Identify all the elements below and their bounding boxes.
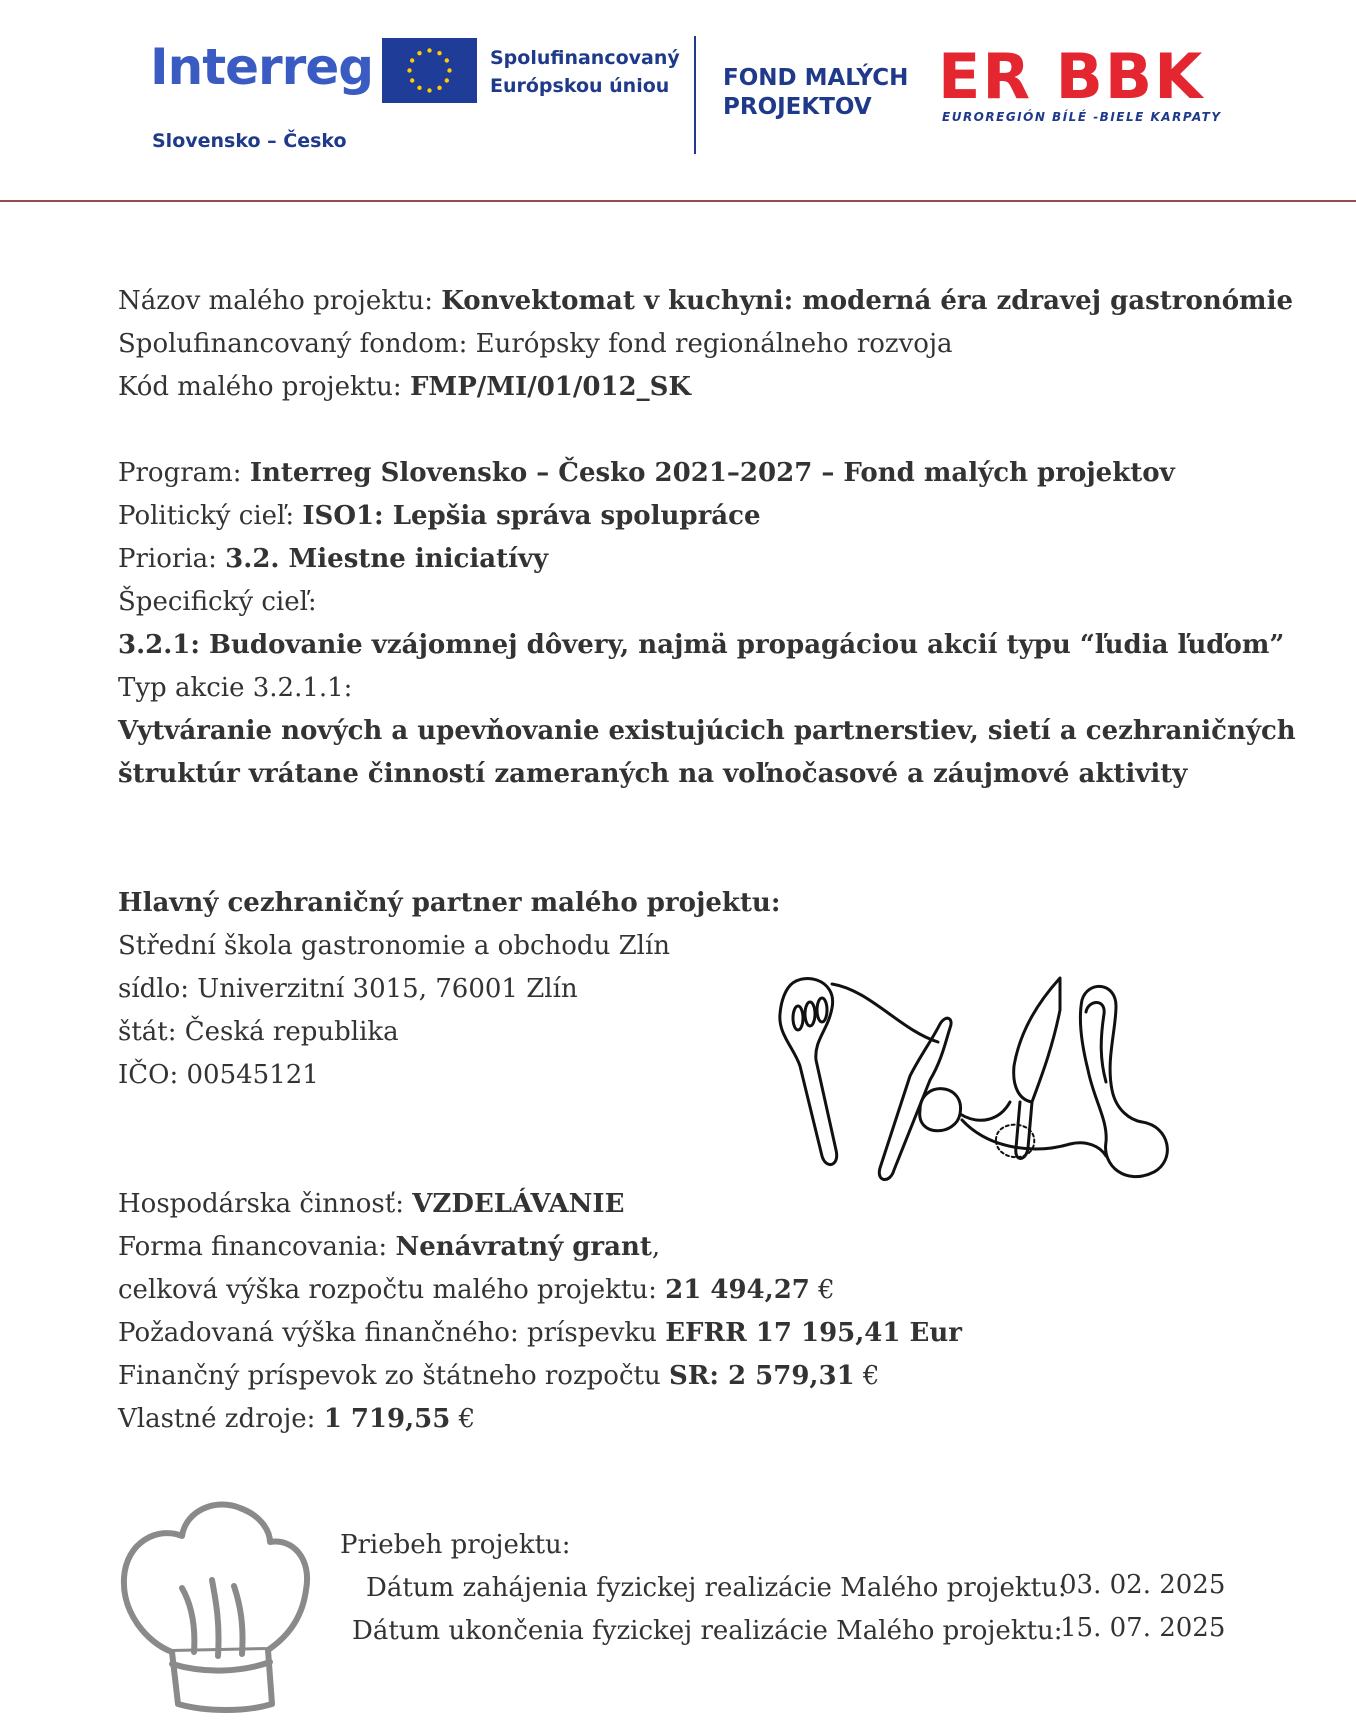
activity-line: Hospodárska činnosť: VZDELÁVANIE bbox=[118, 1189, 625, 1219]
start-date-row bbox=[340, 1567, 1226, 1610]
kitchen-utensils-icon bbox=[770, 970, 1240, 1210]
eu-star-icon bbox=[417, 51, 421, 55]
end-date-label: Dátum ukončenia fyzickej realizácie Malého projektu: bbox=[352, 1616, 1063, 1646]
project-code-line: Kód malého projektu: FMP/MI/01/012_SK bbox=[118, 372, 692, 402]
eu-star-icon bbox=[445, 78, 449, 82]
timeline-title: Priebeh projektu: bbox=[340, 1530, 571, 1560]
requested-line: Požadovaná výška finančného: príspevku EFRR 17 195,41 Eur bbox=[118, 1318, 962, 1348]
eu-star-icon bbox=[437, 86, 441, 90]
specific-goal-value: 3.2.1: Budovanie vzájomnej dôvery, najmä propagáciou akcií typu “ľudia ľuďom” bbox=[118, 630, 1285, 660]
header-rule bbox=[0, 200, 1356, 202]
eu-star-icon bbox=[410, 78, 414, 82]
eu-flag-icon bbox=[382, 38, 477, 103]
fund-line: Spolufinancovaný fondom: Európsky fond regionálneho rozvoja bbox=[118, 329, 953, 359]
start-date-label: Dátum zahájenia fyzickej realizácie Malého projektu: bbox=[366, 1573, 1067, 1603]
partner-seat: sídlo: Univerzitní 3015, 76001 Zlín bbox=[118, 974, 578, 1004]
partner-ico: IČO: 00545121 bbox=[118, 1060, 319, 1090]
partner-state: štát: Česká republika bbox=[118, 1017, 399, 1047]
erbbk-subtitle: EUROREGIÓN BÍLÉ -BIELE KARPATY bbox=[942, 110, 1222, 124]
logo-header bbox=[0, 0, 1356, 202]
specific-goal-label: Špecifický cieľ: bbox=[118, 587, 317, 617]
start-date-value: 03. 02. 2025 bbox=[1060, 1570, 1226, 1600]
project-info bbox=[118, 280, 1318, 1441]
budget-line: celková výška rozpočtu malého projektu: 21 494,27 € bbox=[118, 1275, 835, 1305]
action-type-value-2: štruktúr vrátane činností zameraných na voľnočasové a záujmové aktivity bbox=[118, 759, 1188, 789]
eu-star-icon bbox=[427, 88, 431, 92]
end-date-row bbox=[340, 1610, 1226, 1653]
logo-divider bbox=[694, 36, 696, 154]
interreg-subtitle: Slovensko – Česko bbox=[152, 130, 347, 152]
financing-form-line: Forma financovania: Nenávratný grant, bbox=[118, 1232, 661, 1262]
own-resources-line: Vlastné zdroje: 1 719,55 € bbox=[118, 1404, 476, 1434]
state-budget-line: Finančný príspevok zo štátneho rozpočtu SR: 2 579,31 € bbox=[118, 1361, 880, 1391]
eu-star-icon bbox=[407, 68, 411, 72]
partner-heading: Hlavný cezhraničný partner malého projektu: bbox=[118, 888, 781, 918]
eu-star-icon bbox=[427, 48, 431, 52]
eu-star-icon bbox=[445, 58, 449, 62]
project-timeline bbox=[340, 1524, 1226, 1653]
end-date-value: 15. 07. 2025 bbox=[1060, 1613, 1226, 1643]
project-name-line: Názov malého projektu: Konvektomat v kuchyni: moderná éra zdravej gastronómie bbox=[118, 286, 1293, 316]
erbbk-logo: ER BBK bbox=[938, 40, 1205, 113]
interreg-logo: Interreg bbox=[150, 38, 374, 96]
program-line: Program: Interreg Slovensko – Česko 2021–2027 – Fond malých projektov bbox=[118, 458, 1175, 488]
chef-hat-icon bbox=[116, 1492, 314, 1714]
priority-line: Prioria: 3.2. Miestne iniciatívy bbox=[118, 544, 549, 574]
eu-star-icon bbox=[447, 68, 451, 72]
eu-star-icon bbox=[410, 58, 414, 62]
action-type-value-1: Vytváranie nových a upevňovanie existujúcich partnerstiev, sietí a cezhraničných bbox=[118, 716, 1296, 746]
eu-cofinanced-text: Spolufinancovaný Európskou úniou bbox=[490, 47, 680, 97]
eu-star-icon bbox=[437, 51, 441, 55]
fmp-logo: FOND MALÝCH PROJEKTOV bbox=[723, 65, 909, 120]
partner-name: Střední škola gastronomie a obchodu Zlín bbox=[118, 931, 671, 961]
eu-star-icon bbox=[417, 86, 421, 90]
action-type-label: Typ akcie 3.2.1.1: bbox=[118, 673, 353, 703]
policy-line: Politický cieľ: ISO1: Lepšia správa spolupráce bbox=[118, 501, 761, 531]
